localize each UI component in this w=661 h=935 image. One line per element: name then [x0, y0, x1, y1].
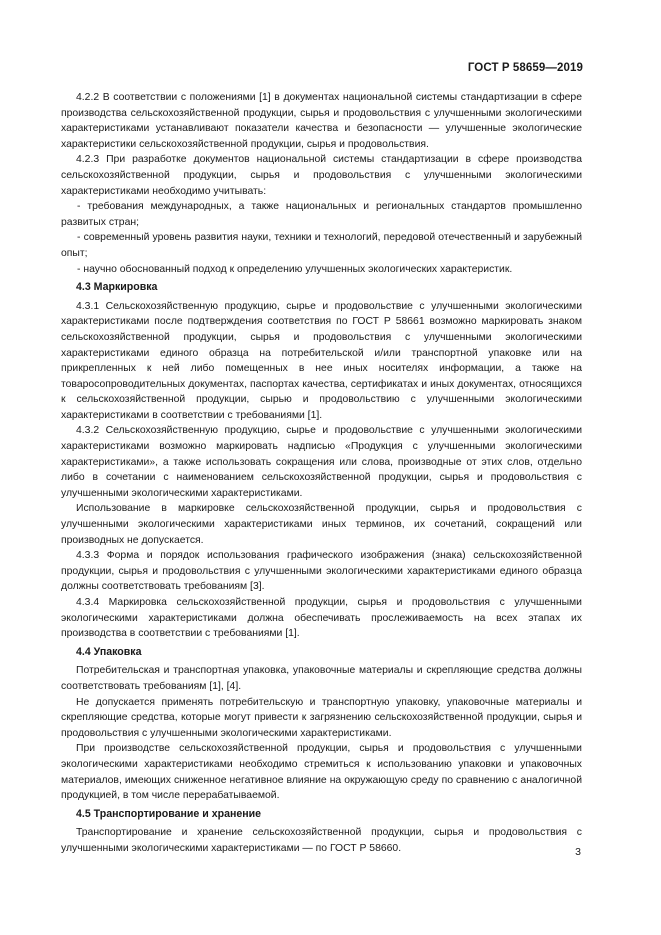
list-item-requirements: - требования международных, а также национальных и региональных стандартов промышленно развитых стран;	[61, 201, 582, 228]
section-heading-4-3: 4.3 Маркировка	[76, 281, 158, 294]
paragraph-4-4-a: Потребительская и транспортная упаковка, упаковочные материалы и скрепляющие средства должны соответствовать требованиям [1], [4].	[61, 665, 582, 692]
page-number: 3	[575, 846, 581, 858]
paragraph-4-3-1: 4.3.1 Сельскохозяйственную продукцию, сырье и продовольствие с улучшенными экологическими характеристиками после подтверждения соответствия по ГОСТ Р 58661 возможно маркировать знаком сельскохозяйственной продукции, сырья и продовольствия с улучшенными экологическими характеристиками единого образца на потребительской и/или транспортной упаковке или на прикрепленных к ней либо помещенных в нее иных носителях информации, а также на товаросопроводительных документах, паспортах качества, сертификатах и иных документах, относящихся к сельскохозяйственной продукции, сырью и продовольствию с улучшенными экологическими характеристиками в соответствии с требованиями [1].	[61, 300, 582, 421]
paragraph-4-2-3: 4.2.3 При разработке документов национальной системы стандартизации в сфере производства сельскохозяйственной продукции, сырья и продовольствия с улучшенными экологическими характеристиками необходимо учитывать:	[61, 154, 582, 197]
list-item-scientific-approach: - научно обоснованный подход к определению улучшенных экологических характеристик.	[77, 263, 513, 275]
paragraph-4-4-c: При производстве сельскохозяйственной продукции, сырья и продовольствия с улучшенными экологическими характеристиками необходимо стремиться к использованию упаковки и упаковочных материалов, имеющих сниженное негативное влияние на окружающую среду по сравнению с аналогичной продукцией, в том числе перерабатываемой.	[61, 743, 582, 802]
document-id-header: ГОСТ Р 58659—2019	[467, 62, 583, 74]
paragraph-4-5: Транспортирование и хранение сельскохозяйственной продукции, сырья и продовольствия с улучшенными экологическими характеристиками — по ГОСТ Р 58660.	[61, 827, 582, 854]
paragraph-4-3-3: 4.3.3 Форма и порядок использования графического изображения (знака) сельскохозяйственной продукции, сырья и продовольствия с улучшенными экологическими характеристиками единого образца должны соответствовать требованиям [3].	[61, 550, 582, 593]
paragraph-4-2-2: 4.2.2 В соответствии с положениями [1] в документах национальной системы стандартизации в сфере производства сельскохозяйственной продукции, сырья и продовольствия с улучшенными экологическими характеристиками устанавливают показатели качества и безопасности — улучшенные экологические характеристики сельскохозяйственной продукции, сырья и продовольствия.	[61, 92, 582, 150]
paragraph-4-3-2: 4.3.2 Сельскохозяйственную продукцию, сырье и продовольствие с улучшенными экологическими характеристиками возможно маркировать надписью «Продукция с улучшенными экологическими характеристиками», а также использовать сокращения или слова, производные от этих слов, отдельно либо в сочетании с наименованием сельскохозяйственной продукции, сырья и продовольствия с улучшенными экологическими характеристиками.	[61, 425, 582, 499]
section-heading-4-5: 4.5 Транспортирование и хранение	[76, 807, 262, 820]
document-body	[61, 90, 582, 857]
paragraph-4-3-4: 4.3.4 Маркировка сельскохозяйственной продукции, сырья и продовольствия с улучшенными экологическими характеристиками должна обеспечивать прослеживаемость на всех этапах их производства в соответствии с требованиями [1].	[61, 597, 582, 640]
section-heading-4-4: 4.4 Упаковка	[76, 645, 142, 658]
list-item-science-level: - современный уровень развития науки, техники и технологий, передовой отечественный и зарубежный опыт;	[61, 232, 582, 259]
paragraph-4-4-b: Не допускается применять потребительскую и транспортную упаковку, упаковочные материалы и скрепляющие средства, которые могут привести к загрязнению сельскохозяйственной продукции, сырья и продовольствия с улучшенными экологическими характеристиками.	[61, 696, 582, 739]
paragraph-4-3-2-usage: Использование в маркировке сельскохозяйственной продукции, сырья и продовольствия с улучшенными экологическими характеристиками иных терминов, их сочетаний, сокращений или производных не допускается.	[61, 503, 582, 546]
